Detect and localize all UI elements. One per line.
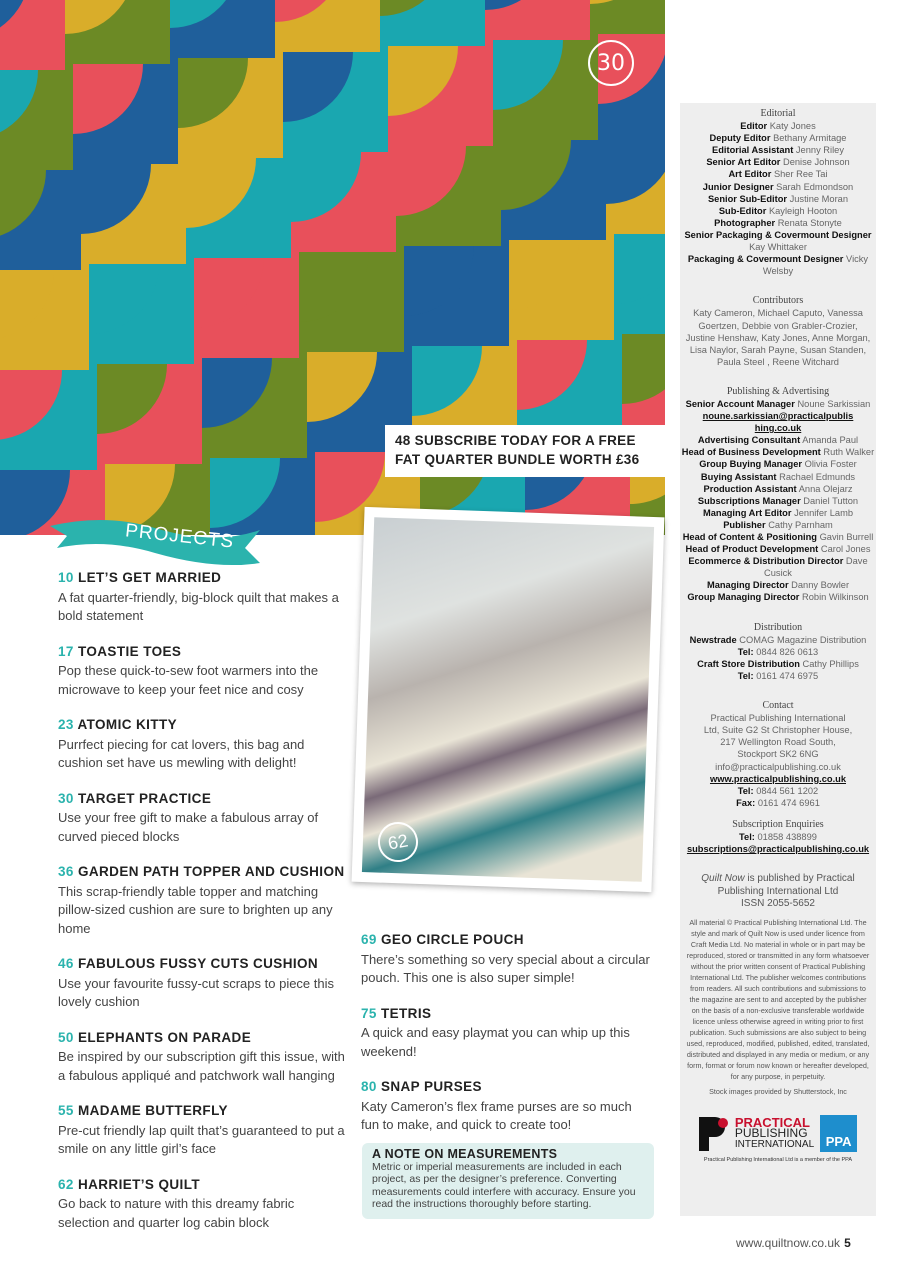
project-item[interactable] bbox=[361, 931, 653, 988]
projects-list-left bbox=[58, 569, 348, 1249]
project-description: A quick and easy playmat you can whip up this weekend! bbox=[361, 1025, 630, 1059]
quilt-block bbox=[493, 40, 603, 146]
credit-line: Ecommerce & Distribution Director Dave Cusick bbox=[688, 556, 868, 579]
quilt-block bbox=[81, 164, 191, 270]
credit-line: Production Assistant Anna Olejarz bbox=[703, 483, 853, 494]
project-description: Use your free gift to make a fabulous array of curved pieced blocks bbox=[58, 810, 319, 844]
page-footer bbox=[736, 1236, 851, 1250]
credit-line: Head of Content & Positioning Gavin Burrell bbox=[682, 532, 874, 542]
credit-line: noune.sarkissian@practicalpublishing.co.uk bbox=[702, 411, 854, 434]
measurements-note: A NOTE ON MEASUREMENTS Metric or imperial measurements are included in each project, as per the designer’s preference. Converting measurements could interfere with accuracy. Ensure you read the instructions thoroughly before starting. bbox=[362, 1143, 654, 1219]
project-item[interactable] bbox=[58, 863, 348, 938]
quilt-block bbox=[501, 140, 611, 246]
project-description: This scrap-friendly table topper and matching pillow-sized cushion are sure to brighten up any home bbox=[58, 883, 333, 936]
credit-line: Managing Art Editor Jennifer Lamb bbox=[702, 507, 853, 518]
project-item[interactable] bbox=[58, 955, 348, 1012]
credit-line: Tel: 0844 826 0613 bbox=[737, 646, 819, 657]
quilt-block bbox=[396, 146, 506, 252]
credit-line: Photographer Renata Stonyte bbox=[714, 217, 842, 228]
ppi-logo-icon bbox=[699, 1115, 729, 1151]
credit-line: Buying Assistant Rachael Edmunds bbox=[700, 471, 856, 482]
ppa-logo: PPA bbox=[820, 1115, 857, 1152]
project-page-number: 75 bbox=[361, 1005, 377, 1021]
project-page-number: 50 bbox=[58, 1029, 74, 1045]
quilt-block bbox=[299, 252, 409, 358]
project-page-number: 69 bbox=[361, 932, 377, 947]
project-description: Purrfect piecing for cat lovers, this bag and cushion set have us mewling with delight! bbox=[58, 736, 305, 770]
credit-line: Managing Director Danny Bowler bbox=[706, 580, 850, 591]
quilt-block bbox=[509, 240, 619, 346]
quilt-block bbox=[170, 0, 280, 64]
project-page-number: 17 bbox=[58, 643, 74, 659]
quilt-block bbox=[97, 364, 207, 470]
project-description: A fat quarter-friendly, big-block quilt that makes a bold statement bbox=[58, 589, 339, 623]
credit-line: Craft Store Distribution Cathy Phillips bbox=[697, 658, 859, 669]
credit-line: Group Managing Director Robin Wilkinson bbox=[687, 592, 869, 603]
project-title: 80 SNAP PURSES bbox=[361, 1079, 482, 1094]
project-page-number: 62 bbox=[58, 1176, 74, 1192]
quilt-block bbox=[404, 246, 514, 352]
credit-line: Packaging & Covermount Designer Vicky Welsby bbox=[687, 254, 869, 277]
quilt-block bbox=[291, 152, 401, 258]
projects-banner: PROJECTS bbox=[45, 508, 265, 568]
project-description: There’s something so very special about a circular pouch. This one is also super simple! bbox=[361, 951, 650, 985]
project-item[interactable] bbox=[58, 790, 348, 847]
projects-list-right bbox=[361, 931, 653, 1152]
ppi-logo: PRACTICAL PUBLISHING INTERNATIONAL PPA bbox=[680, 1115, 876, 1152]
quilt-block bbox=[0, 170, 86, 276]
quilt-block bbox=[380, 0, 490, 52]
credit-line: Advertising Consultant Amanda Paul bbox=[697, 435, 859, 446]
quilt-block bbox=[275, 0, 385, 58]
credit-line: Editorial Assistant Jenny Riley bbox=[712, 145, 844, 156]
credit-line: Senior Art Editor Denise Johnson bbox=[706, 157, 850, 168]
credit-line: Group Buying Manager Olivia Foster bbox=[699, 459, 857, 470]
project-item[interactable] bbox=[58, 1029, 348, 1086]
project-title: 50 ELEPHANTS ON PARADE bbox=[58, 1029, 252, 1045]
legal-notice: All material © Practical Publishing International Ltd. The style and mark of Quilt Now is used under licence from Craft Media Ltd. No material in whole or in part may be reproduced, stored or transmitted in any form whatsoever without the prior written consent of Practical Publishing International Ltd. The publisher welcomes contributions from readers. All such contributions and submissions to the magazine are sent to and accepted by the publisher on the basis of a non-exclusive transferable worldwide licence unless otherwise agreed in writing prior to first publication. Such submissions are also subject to being used, reproduced, modified, published, edited, translated, distributed and displayed in any media or medium, or any form, format or forum now known or hereafter developed, for any purpose, in perpetuity. bbox=[686, 917, 870, 1081]
credit-line: Head of Product Development Carol Jones bbox=[685, 544, 871, 555]
credit-line: Publisher Cathy Parnham bbox=[723, 519, 833, 530]
project-description: Pre-cut friendly lap quilt that’s guaranteed to put a smile on any little girl’s face bbox=[58, 1122, 345, 1156]
project-title: 36 GARDEN PATH TOPPER AND CUSHION bbox=[58, 864, 345, 879]
project-page-number: 23 bbox=[58, 717, 74, 732]
project-description: Katy Cameron’s flex frame purses are so much fun to make, and quick to create too! bbox=[361, 1098, 632, 1132]
project-description: Go back to nature with this dreamy fabric selection and quarter log cabin block bbox=[58, 1196, 295, 1230]
project-title: 55 MADAME BUTTERFLY bbox=[58, 1103, 228, 1118]
project-page-number: 80 bbox=[361, 1079, 377, 1094]
credit-line: Subscriptions Manager Daniel Tutton bbox=[697, 495, 859, 506]
quilt-block bbox=[485, 0, 595, 46]
project-title: 30 TARGET PRACTICE bbox=[58, 790, 212, 806]
contributors-list: Katy Cameron, Michael Caputo, Vanessa Goertzen, Debbie von Grabler-Crozier, Justine Henshaw, Katy Jones, Anne Morgan, Lisa Naylor, Sarah Payne, Susan Standen, Paula Steel , Reene Witchard bbox=[685, 308, 871, 367]
project-page-number: 10 bbox=[58, 570, 74, 585]
project-title: 62 HARRIET’S QUILT bbox=[58, 1176, 200, 1192]
quilt-block bbox=[178, 58, 288, 164]
quilt-block bbox=[194, 258, 304, 364]
quilt-block bbox=[606, 134, 665, 240]
quilt-block bbox=[202, 358, 312, 464]
project-title: 46 FABULOUS FUSSY CUTS CUSHION bbox=[58, 956, 319, 971]
credit-line: Senior Sub-Editor Justine Moran bbox=[707, 193, 849, 204]
credit-line: Senior Packaging & Covermount Designer Kay Whittaker bbox=[684, 229, 872, 253]
project-description: Be inspired by our subscription gift this issue, with a fabulous appliqué and patchwork wall hanging bbox=[58, 1049, 345, 1083]
project-item[interactable] bbox=[58, 569, 348, 626]
quilt-block bbox=[283, 52, 393, 158]
quilt-block bbox=[0, 0, 70, 76]
credit-line: Tel: 0161 474 6975 bbox=[737, 670, 819, 681]
quilt-block bbox=[89, 264, 199, 370]
project-item[interactable] bbox=[58, 716, 348, 773]
quilt-block bbox=[0, 370, 102, 476]
quilt-block bbox=[73, 64, 183, 170]
project-title: 69 GEO CIRCLE POUCH bbox=[361, 932, 524, 947]
project-page-number: 36 bbox=[58, 864, 74, 879]
page-badge-62: 62 bbox=[375, 819, 421, 865]
project-title: 75 TETRIS bbox=[361, 1005, 432, 1021]
footer-url[interactable]: www.quiltnow.co.uk bbox=[736, 1236, 841, 1250]
quilt-block bbox=[0, 70, 78, 176]
subscriptions-email-link[interactable]: subscriptions@practicalpublishing.co.uk bbox=[686, 844, 870, 855]
credit-line: Deputy Editor Bethany Armitage bbox=[709, 133, 847, 144]
credit-line: Senior Account Manager Noune Sarkissian bbox=[685, 398, 871, 409]
project-title: 10 LET’S GET MARRIED bbox=[58, 570, 222, 585]
project-description: Pop these quick-to-sew foot warmers into the microwave to keep your feet nice and cosy bbox=[58, 663, 319, 697]
project-item[interactable] bbox=[58, 1102, 348, 1159]
credit-line: Head of Business Development Ruth Walker bbox=[681, 447, 875, 458]
project-title: 23 ATOMIC KITTY bbox=[58, 717, 178, 732]
quilt-block bbox=[0, 270, 94, 376]
quilt-block bbox=[614, 234, 665, 340]
project-page-number: 46 bbox=[58, 956, 74, 971]
quilt-block bbox=[186, 158, 296, 264]
subscribe-caption[interactable]: 48 SUBSCRIBE TODAY FOR A FREE FAT QUARTER BUNDLE WORTH £36 bbox=[385, 425, 667, 477]
project-item[interactable] bbox=[58, 1176, 348, 1233]
quilt-block bbox=[388, 46, 498, 152]
credit-line: Art Editor Sher Ree Tai bbox=[728, 169, 828, 180]
project-description: Use your favourite fussy-cut scraps to piece this lovely cushion bbox=[58, 975, 335, 1009]
credit-line: Sub-Editor Kayleigh Hooton bbox=[718, 205, 838, 216]
masthead-sidebar: Editorial Editor Katy Jones Deputy Editor Bethany Armitage Editorial Assistant Jenny Riley Senior Art Editor Denise Johnson Art Editor Sher Ree Tai Junior Designer Sarah Edmondson Senior Sub-Editor Justine Moran Sub-Editor Kayleigh Hooton Photographer Renata Stonyte Senior Packaging & Covermount Designer Kay Whittaker Packaging & Covermount Designer Vicky Welsby Contributors Katy Cameron, Michael Caputo, Vanessa Goertzen, Debbie von Grabler-Crozier, Justine Henshaw, Katy Jones, Anne Morgan, Lisa Naylor, Sarah Payne, Susan Standen, Paula Steel , Reene Witchard Publishing & Advertising Senior Account Manager Noune Sarkissian noune.sarkissian@practicalpublishing.co.uk Advertising Consultant Amanda Paul Head of Business Development Ruth Walker Group Buying Manager Olivia Foster Buying Assistant Rachael Edmunds Production Assistant Anna Olejarz Subscriptions Manager Daniel Tutton Managing Art Editor Jennifer Lamb Publisher Cathy Parnham Head of Content & Positioning Gavin Burrell Head of Product Development Carol Jones Ecommerce & Distribution Director Dave Cusick Managing Director Danny Bowler Group Managing Director Robin Wilkinson Distribution Newstrade COMAG Magazine Distribution Tel: 0844 826 0613 Craft Store Distribution Cathy Phillips Tel: 0161 474 6975 Contact Practical Publishing International Ltd, Suite G2 St Christopher House, 217 Wellington Road South, Stockport SK2 6NG info@practicalpublishing.co.uk www.practicalpublishing.co.uk Tel: 0844 561 1202 Fax: 0161 474 6961 Subscription Enquiries Tel: 01858 438899 subscriptions@practicalpublishing.co.uk Quilt Now is published by Practical Publishing International Ltd ISSN 2055-5652 All material © Practical Publishing International Ltd. The style and mark of Quilt Now is used under licence from Craft Media Ltd. No material in whole or in part may be reproduced, stored or transmitted in any form whatsoever without the prior written consent of Practical Publishing International Ltd. The publisher welcomes contributions from readers. All such contributions and submissions to the magazine are sent to and accepted by the publisher on the basis of a non-exclusive transferable worldwide licence unless otherwise agreed in writing prior to first publication. Such submissions are also subject to being used, reproduced, modified, published, edited, translated, distributed and displayed in any media or medium, or any form, format or forum now known or hereafter developed, for any purpose, in perpetuity. Stock images provided by Shutterstock, Inc PRACTICAL PUBLISHING INTERNATIONAL PPA Practical Publishing International Ltd is a member of the PPA bbox=[680, 103, 876, 1216]
credit-line: Editor Katy Jones bbox=[740, 121, 816, 132]
project-item[interactable] bbox=[361, 1005, 653, 1062]
page-number: 5 bbox=[844, 1236, 851, 1250]
credit-line: Junior Designer Sarah Edmondson bbox=[702, 181, 854, 192]
website-link[interactable]: www.practicalpublishing.co.uk bbox=[709, 773, 847, 784]
page-badge-30: 30 bbox=[588, 40, 634, 86]
contact-email-link[interactable]: info@practicalpublishing.co.uk bbox=[715, 761, 841, 772]
project-item[interactable] bbox=[361, 1078, 653, 1135]
project-page-number: 55 bbox=[58, 1103, 74, 1118]
project-title: 17 TOASTIE TOES bbox=[58, 643, 182, 659]
quilt-block bbox=[65, 0, 175, 70]
project-item[interactable] bbox=[58, 643, 348, 700]
project-page-number: 30 bbox=[58, 790, 74, 806]
credit-line: Newstrade COMAG Magazine Distribution bbox=[689, 634, 867, 645]
